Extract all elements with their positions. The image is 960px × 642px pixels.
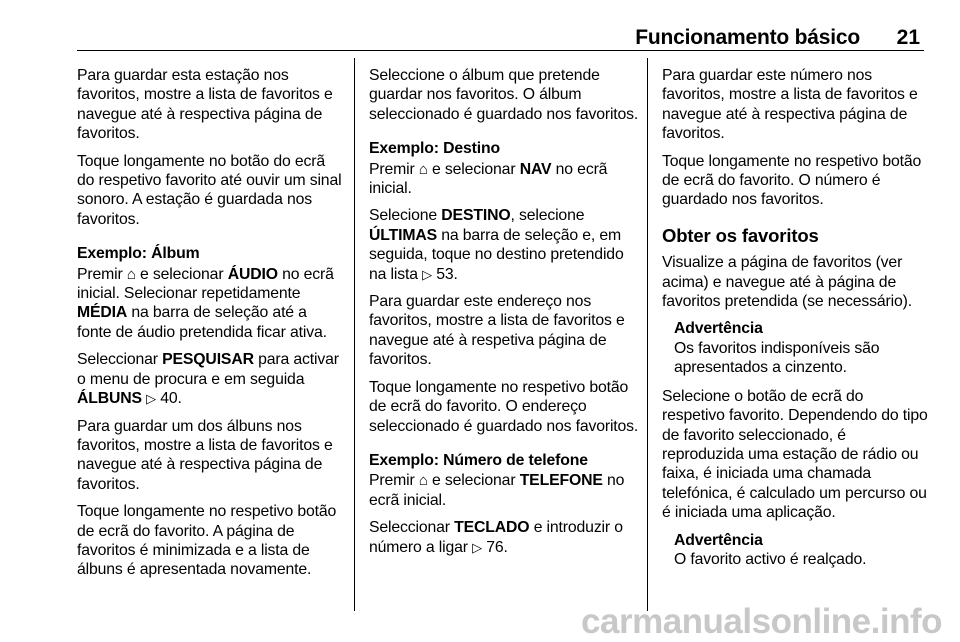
page-header — [77, 26, 920, 50]
page-number: 21 — [896, 26, 920, 49]
paragraph: Seleccionar PESQUISAR para activar o menu de procura e em seguida ÁLBUNS ▷ 40. — [77, 351, 339, 408]
paragraph: Selecione o botão de ecrã do respetivo favorito. Dependendo do tipo de favorito seleccionado, é reproduzida uma estação de rádio ou faixa, é iniciada uma chamada telefónica, é calculado um percurso ou é iniciada uma aplicação. — [662, 387, 928, 522]
page-reference-arrow-icon: ▷ — [146, 391, 157, 407]
paragraph: Toque longamente no respetivo botão de ecrã do favorito. O número é guardado nos favoritos. — [662, 152, 922, 209]
home-icon: ⌂ — [418, 472, 428, 490]
paragraph: Para guardar este endereço nos favoritos, mostre a lista de favoritos e navegue até à respetiva página de favoritos. — [369, 293, 625, 369]
page-title: Funcionamento básico — [635, 26, 860, 49]
page-reference: 40. — [160, 390, 182, 408]
header-rule — [77, 50, 924, 51]
section-heading: Exemplo: Destino — [369, 140, 501, 158]
column-2 — [369, 66, 639, 565]
paragraph: Para guardar um dos álbuns nos favoritos, mostre a lista de favoritos e navegue até à respectiva página de favoritos. — [77, 417, 333, 493]
watermark: carmanualsonline.info — [581, 602, 942, 641]
page-reference: 76. — [486, 538, 508, 556]
page-reference-arrow-icon: ▷ — [422, 266, 432, 282]
paragraph: Visualize a página de favoritos (ver acima) e navegue até à página de favoritos pretendida (se necessário). — [662, 254, 912, 311]
paragraph: Toque longamente no respetivo botão de ecrã do favorito. A página de favoritos é minimizada e a lista de álbuns é apresentada novamente. — [77, 503, 337, 579]
paragraph: Premir ⌂ e selecionar ÁUDIO no ecrã inicial. Selecionar repetidamente MÉDIA na barra de seleção até a fonte de áudio pretendida ficar ativa. — [77, 265, 334, 341]
section-heading: Exemplo: Número de telefone — [369, 451, 588, 469]
note-title: Advertência — [674, 320, 763, 338]
paragraph: Seleccione o álbum que pretende guardar nos favoritos. O álbum seleccionado é guardado nos favoritos. — [369, 67, 639, 123]
paragraph: Selecione DESTINO, selecione ÚLTIMAS na barra de seleção e, em seguida, toque no destino pretendido na lista ▷ 53. — [369, 207, 624, 283]
home-icon: ⌂ — [126, 265, 136, 283]
paragraph: Toque longamente no botão do ecrã do respetivo favorito até ouvir um sinal sonoro. A estação é guardada nos favoritos. — [77, 152, 342, 228]
note-title: Advertência — [674, 531, 763, 549]
note-text: Os favoritos indisponíveis são apresentados a cinzento. — [674, 339, 880, 377]
note-box — [674, 531, 928, 570]
column-3 — [662, 66, 928, 578]
page-reference-arrow-icon: ▷ — [472, 539, 482, 555]
paragraph: Premir ⌂ e selecionar TELEFONE no ecrã inicial. — [369, 472, 625, 509]
paragraph: Seleccionar TECLADO e introduzir o número a ligar ▷ 76. — [369, 519, 623, 556]
page-reference: 53. — [436, 265, 458, 283]
note-text: O favorito activo é realçado. — [674, 550, 867, 568]
section-heading: Exemplo: Álbum — [77, 245, 200, 263]
home-icon: ⌂ — [418, 160, 428, 178]
column-divider — [354, 58, 355, 611]
paragraph: Premir ⌂ e selecionar NAV no ecrã inicial. — [369, 160, 608, 198]
note-box — [674, 319, 928, 377]
column-1 — [77, 66, 345, 588]
section-heading: Obter os favoritos — [662, 224, 819, 246]
paragraph: Toque longamente no respetivo botão de ecrã do favorito. O endereço seleccionado é guardado nos favoritos. — [369, 378, 639, 435]
paragraph: Para guardar esta estação nos favoritos, mostre a lista de favoritos e navegue até à respectiva página de favoritos. — [77, 67, 333, 143]
column-divider — [647, 58, 648, 611]
paragraph: Para guardar este número nos favoritos, mostre a lista de favoritos e navegue até à respectiva página de favoritos. — [662, 67, 918, 143]
